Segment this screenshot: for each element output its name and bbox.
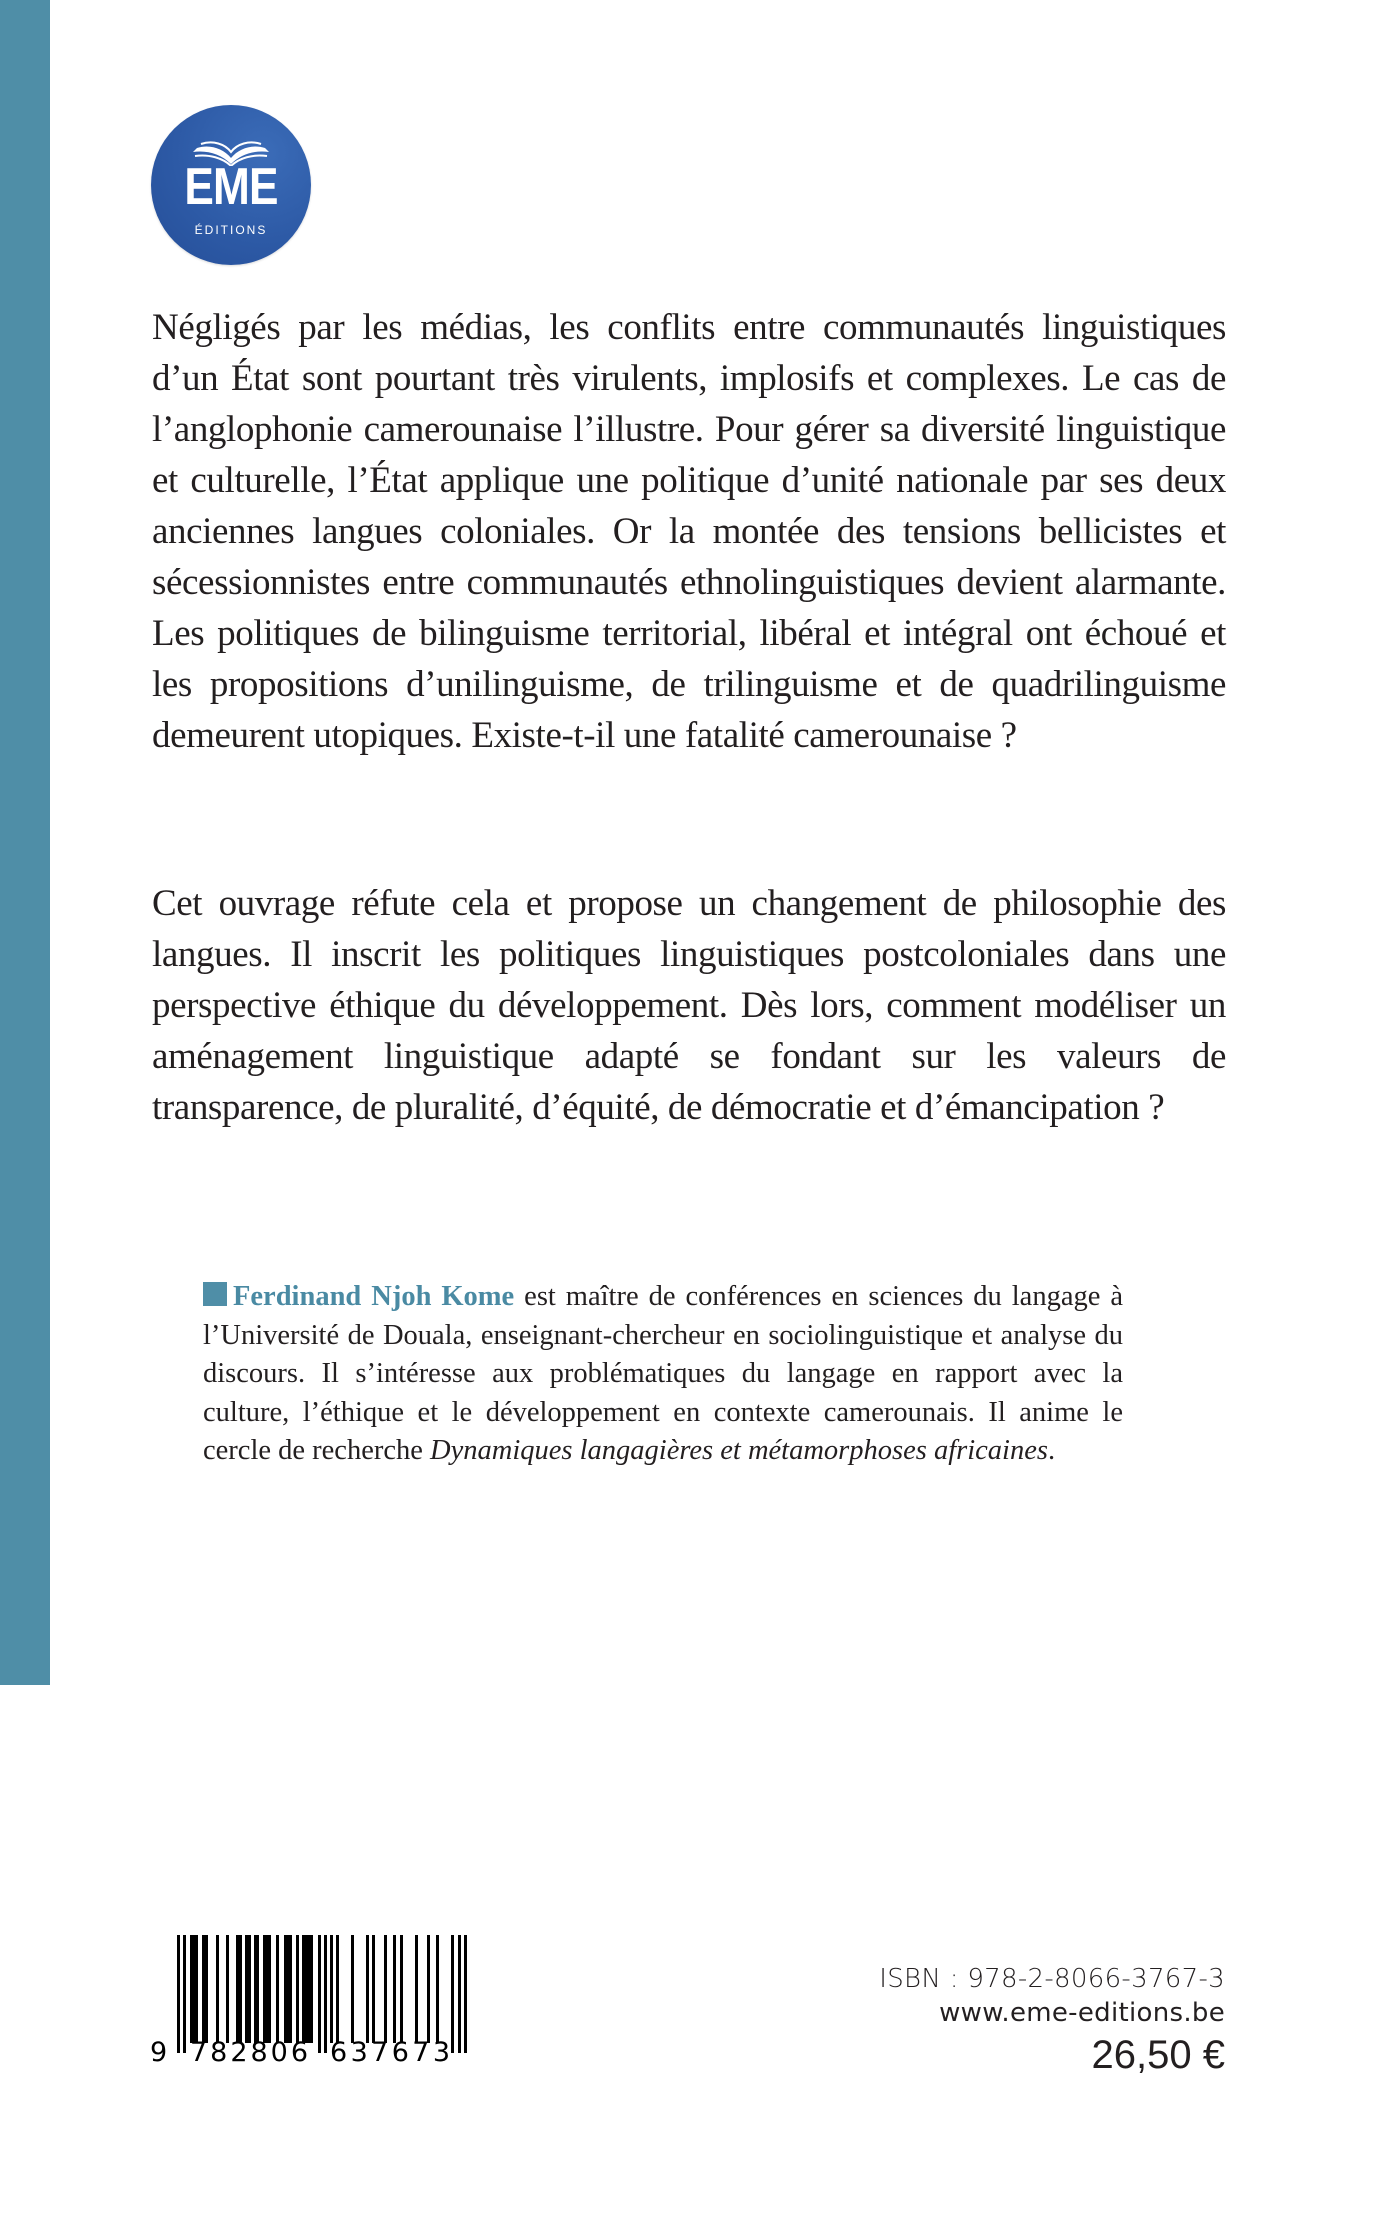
author-bio-end: . — [1047, 1435, 1056, 1466]
barcode-bar — [351, 1935, 354, 2043]
barcode-bar — [336, 1935, 339, 2043]
author-bio-text: est maître de conférences en sciences du langage à l’Université de Douala, enseignant-chercheur en sociolinguistique et analyse du discours. Il s’intéresse aux problématiques du langage en rapport avec la culture, l’éthique et le développement en contexte camerounais. Il anime le cercle de recherche — [203, 1281, 1123, 1466]
barcode-bar — [451, 1935, 454, 2053]
blurb-paragraph-2 — [152, 878, 1226, 1133]
blurb-text-1: Négligés par les médias, les conflits entre communautés linguistiques d’un État sont pourtant très virulents, implosifs et complexes. Le cas de l’anglophonie camerounaise l’illustre. Pour gérer sa diversité linguistique et culturelle, l’État applique une politique d’unité nationale par ses deux anciennes langues coloniales. Or la montée des tensions bellicistes et sécessionnistes entre communautés ethnolinguistiques devient alarmante. Les politiques de bilinguisme territorial, libéral et intégral ont échoué et les propositions d’unilinguisme, de trilinguisme et de quadrilinguisme demeurent utopiques. Existe-t-il une fatalité camerounaise ? — [152, 307, 1226, 756]
barcode-bar — [302, 1935, 313, 2043]
barcode-bar — [427, 1935, 430, 2043]
barcode-bar — [393, 1935, 396, 2043]
publisher-website[interactable]: www.eme-editions.be — [939, 1998, 1225, 2028]
barcode-bar — [276, 1935, 279, 2043]
barcode-bar — [324, 1935, 327, 2053]
book-meta — [879, 1962, 1225, 2078]
price: 26,50 € — [1091, 2033, 1225, 2077]
barcode-bar — [296, 1935, 299, 2043]
barcode-first-digit: 9 — [150, 2037, 168, 2065]
barcode-bar — [226, 1935, 229, 2043]
research-circle-name: Dynamiques langagières et métamorphoses africaines — [430, 1435, 1048, 1466]
barcode-bar — [245, 1935, 251, 2043]
barcode-bar — [284, 1935, 292, 2043]
author-name: Ferdinand Njoh Kome — [233, 1281, 515, 1312]
isbn-number: ISBN : 978-2-8066-3767-3 — [879, 1964, 1225, 1994]
publisher-logo — [151, 105, 311, 265]
barcode-bar — [318, 1935, 321, 2053]
barcode-bar — [183, 1935, 186, 2053]
cover-side-stripe — [0, 0, 50, 1685]
barcode-bar — [366, 1935, 369, 2043]
barcode-right-group: 637673 — [330, 2037, 450, 2065]
barcode-bar — [216, 1935, 219, 2043]
barcode-bar — [400, 1935, 403, 2043]
barcode-bar — [384, 1935, 387, 2043]
barcode-bar — [236, 1935, 242, 2043]
barcode-left-group: 782806 — [190, 2037, 308, 2065]
barcode-bar — [415, 1935, 418, 2043]
barcode-bar — [202, 1935, 208, 2043]
barcode-bar — [330, 1935, 333, 2043]
barcode-bar — [190, 1935, 198, 2043]
author-bio — [203, 1278, 1123, 1471]
barcode-bar — [372, 1935, 375, 2043]
barcode-bar — [464, 1935, 467, 2053]
author-marker-square — [203, 1282, 227, 1306]
logo-subtitle: ÉDITIONS — [194, 223, 268, 237]
barcode-bar — [436, 1935, 439, 2043]
barcode-bar — [177, 1935, 180, 2053]
barcode-bar — [458, 1935, 461, 2053]
blurb-paragraph-1 — [152, 302, 1226, 761]
blurb-text-2: Cet ouvrage réfute cela et propose un changement de philosophie des langues. Il inscrit les politiques linguistiques postcoloniales dans une perspective éthique du développement. Dès lors, comment modéliser un aménagement linguistique adapté se fondant sur les valeurs de transparence, de pluralité, d’équité, de démocratie et d’émancipation ? — [152, 883, 1226, 1128]
barcode-bar — [254, 1935, 259, 2043]
isbn-barcode — [150, 1925, 480, 2065]
barcode-bar — [263, 1935, 271, 2043]
logo-name: EME — [184, 158, 278, 216]
